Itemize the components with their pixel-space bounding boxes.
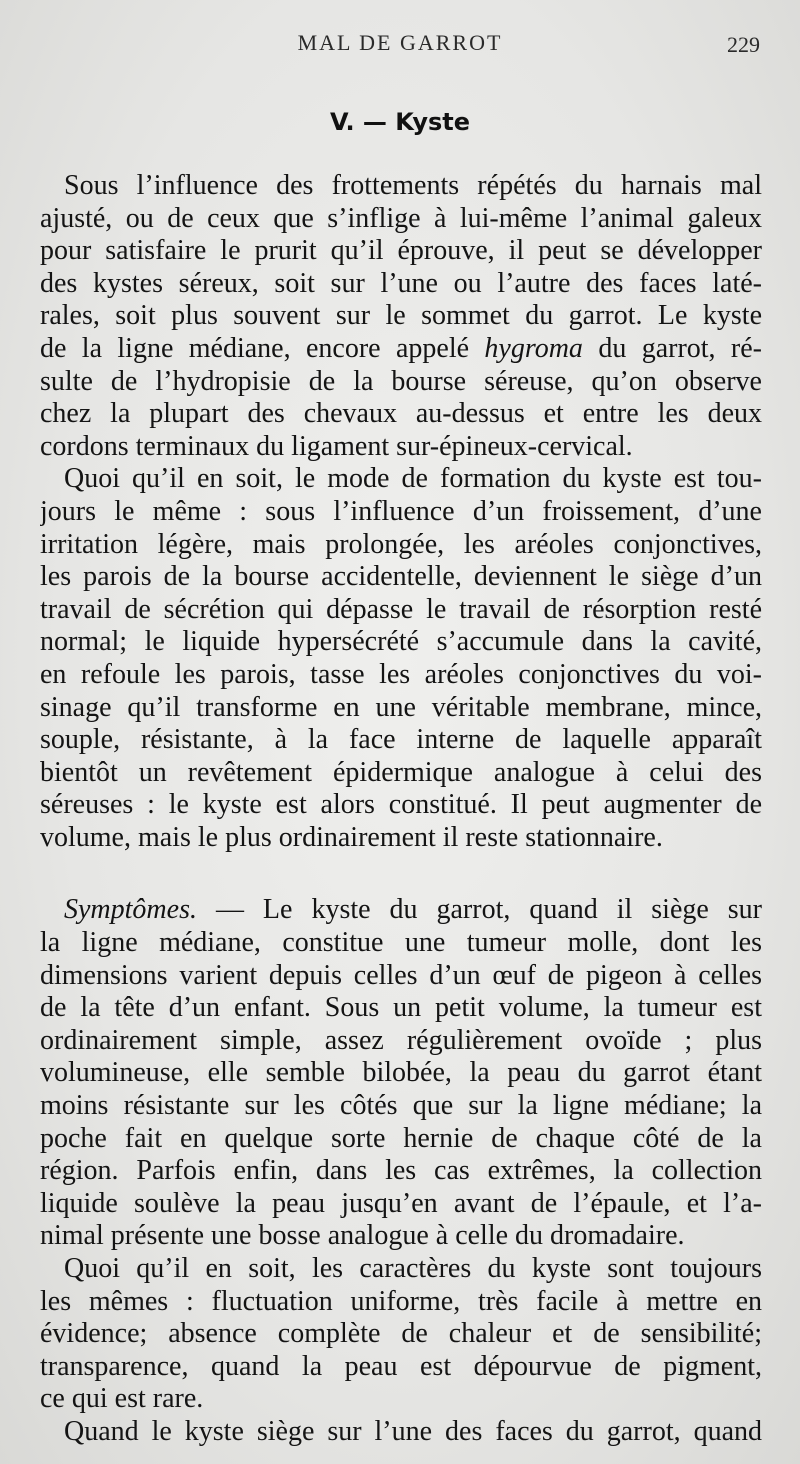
page-number: 229 [727, 32, 760, 57]
text-line: sinage qu’il transforme en une véritable membrane, mince, [40, 691, 762, 723]
paragraph-symptoms [40, 894, 762, 1253]
text-line: nimal présente une bosse analogue à celle du dromadaire. [40, 1220, 685, 1252]
text-line: en refoule les parois, tasse les aréoles conjonctives du voi- [40, 658, 762, 690]
text-line: liquide soulève la peau jusqu’en avant de l’épaule, et l’a- [40, 1187, 762, 1219]
text-line: de la tête d’un enfant. Sous un petit volume, la tumeur est [40, 992, 762, 1024]
text-line: moins résistante sur les côtés que sur la ligne médiane; la [40, 1090, 762, 1122]
text-line: cordons terminaux du ligament sur-épineux-cervical. [40, 430, 633, 462]
paragraph-spacer [40, 854, 762, 894]
text-line: bientôt un revêtement épidermique analogue à celui des [40, 756, 762, 788]
text-line: Sous l’influence des frottements répétés du harnais mal [64, 170, 762, 201]
text-line: transparence, quand la peau est dépourvue de pigment, [40, 1350, 762, 1382]
italic-term: hygroma [484, 332, 583, 364]
text-line: jours le même : sous l’influence d’un froissement, d’une [40, 495, 762, 527]
paragraph-1 [40, 170, 762, 463]
text-line: ordinairement simple, assez régulièrement ovoïde ; plus [40, 1024, 762, 1056]
text-line: ce qui est rare. [40, 1383, 204, 1415]
text-line: évidence; absence complète de chaleur et de sensibilité; [40, 1318, 762, 1350]
text-line: volumineuse, elle semble bilobée, la peau du garrot étant [40, 1057, 762, 1089]
paragraph-5 [40, 1416, 762, 1449]
text-line: travail de sécrétion qui dépasse le travail de résorption resté [40, 593, 762, 625]
text-line: poche fait en quelque sorte hernie de chaque côté de la [40, 1122, 762, 1154]
text-line: ajusté, ou de ceux que s’inflige à lui-même l’animal galeux [40, 202, 762, 234]
text-line: rales, soit plus souvent sur le sommet du garrot. Le kyste [40, 300, 762, 332]
text-line: souple, résistante, à la face interne de laquelle apparaît [40, 724, 762, 756]
text-line: dimensions varient depuis celles d’un œuf de pigeon à celles [40, 959, 762, 991]
text-line: Quoi qu’il en soit, les caractères du kyste sont toujours [64, 1253, 762, 1284]
text-line: Quand le kyste siège sur l’une des faces du garrot, quand [64, 1415, 762, 1447]
text-line: la ligne médiane, constitue une tumeur molle, dont les [40, 927, 762, 959]
text-line: sulte de l’hydropisie de la bourse séreuse, qu’on observe [40, 365, 762, 397]
text-line: irritation légère, mais prolongée, les aréoles conjonctives, [40, 528, 762, 560]
section-heading: V. — Kyste [329, 108, 471, 136]
italic-subheading: Symptômes. [64, 894, 197, 926]
text-line: Quoi qu’il en soit, le mode de formation du kyste est tou- [64, 463, 762, 495]
text-line: les mêmes : fluctuation uniforme, très facile à mettre en [40, 1285, 762, 1317]
text-line: chez la plupart des chevaux au-dessus et entre les deux [40, 398, 762, 430]
paragraph-2 [40, 463, 762, 854]
text-segment: de la ligne médiane, encore appelé [40, 332, 470, 364]
text-line-with-italic [40, 894, 762, 927]
text-line: des kystes séreux, soit sur l’une ou l’autre des faces laté- [40, 267, 762, 299]
text-line-with-italic [40, 333, 762, 366]
paragraph-4 [40, 1253, 762, 1416]
running-head [0, 30, 800, 64]
text-line: pour satisfaire le prurit qu’il éprouve, il peut se développer [40, 235, 762, 267]
text-line: normal; le liquide hypersécrété s’accumule dans la cavité, [40, 626, 762, 658]
text-line: région. Parfois enfin, dans les cas extrêmes, la collection [40, 1155, 762, 1187]
text-segment: du garrot, ré- [582, 332, 762, 364]
text-segment: — Le kyste du garrot, quand il siège sur [196, 894, 762, 926]
body-text [40, 170, 762, 1449]
text-line: volume, mais le plus ordinairement il reste stationnaire. [40, 821, 663, 853]
text-line: séreuses : le kyste est alors constitué. Il peut augmenter de [40, 789, 762, 821]
text-line: les parois de la bourse accidentelle, deviennent le siège d’un [40, 561, 762, 593]
running-title: MAL DE GARROT [297, 30, 503, 55]
